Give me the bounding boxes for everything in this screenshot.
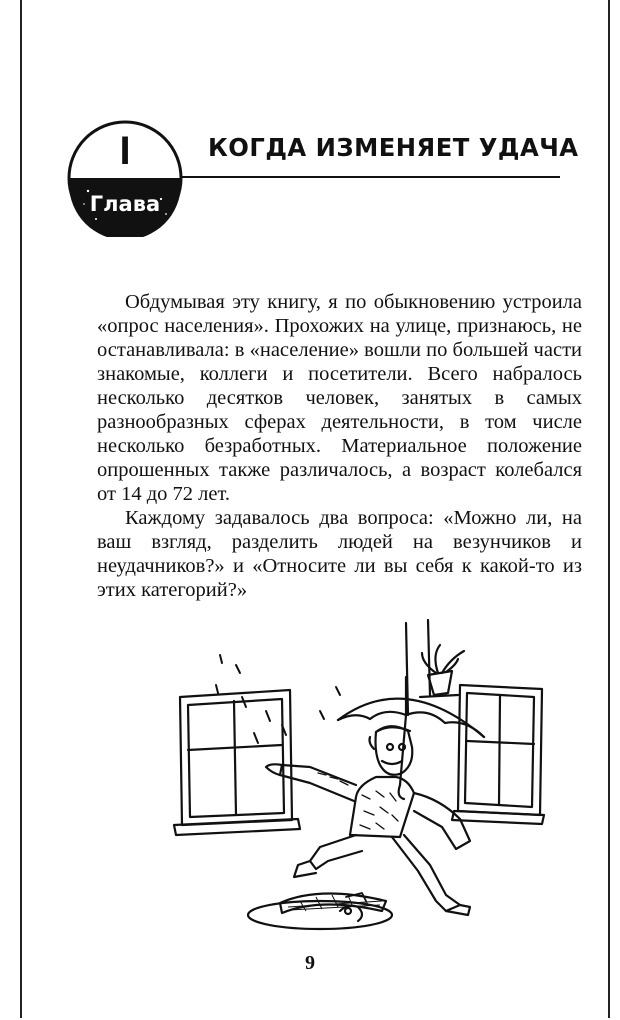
paragraph-2: Каждому задавалось два вопроса: «Можно ли, на ваш взгляд, разделить людей на везунчиков и неудачников?» и «Относите ли вы себя к какой-то из этих категорий?» (97, 507, 582, 601)
man-head (370, 726, 413, 775)
manhole (248, 893, 392, 929)
paragraph-1: Обдумывая эту книгу, я по обыкновению устроила «опрос населения». Прохожих на улице, признаюсь, не останавливала: в «население» вошли по большей части знакомые, коллеги и посетители. Всего набралось несколько десятков человек, занятых в самых разнообразных сферах деятельности, в том числе несколько безработных. Материальное положение опрошенных также различалось, а возраст колебался от 14 до 72 лет. (97, 291, 582, 505)
chapter-rule (180, 176, 560, 178)
page-number: 9 (305, 952, 315, 974)
illustration-man-with-umbrella (170, 615, 550, 935)
body-text (97, 290, 582, 602)
man-body (266, 764, 470, 915)
chapter-number: I (119, 129, 131, 173)
sweater-pattern (318, 773, 398, 829)
chapter-badge (66, 119, 184, 237)
chapter-title: КОГДА ИЗМЕНЯЕТ УДАЧА (208, 133, 579, 162)
umbrella (338, 677, 484, 799)
left-window (174, 690, 300, 835)
right-window (452, 685, 544, 824)
chapter-label: Глава (89, 192, 161, 216)
